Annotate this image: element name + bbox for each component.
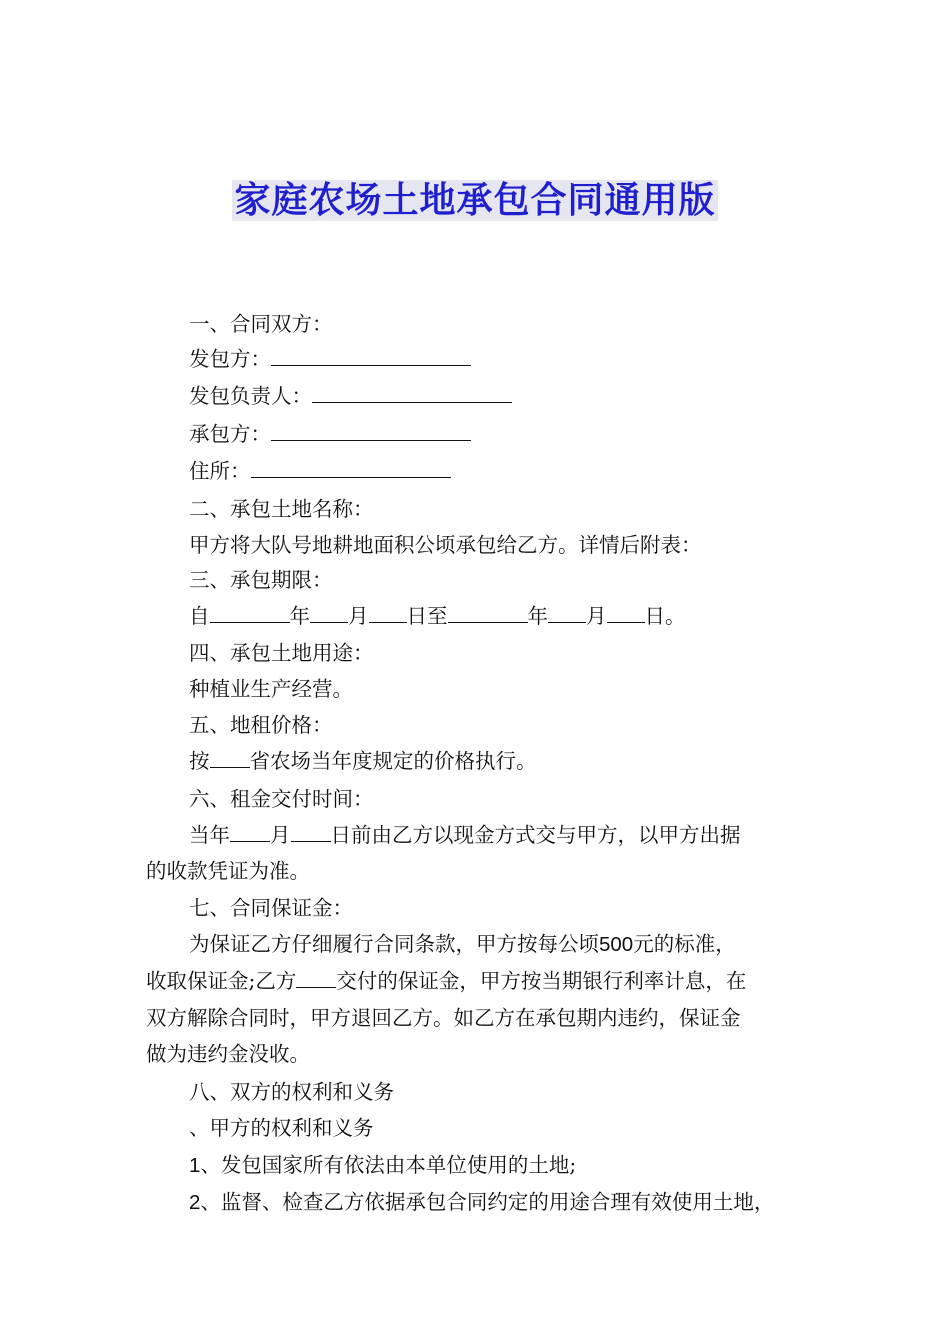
section-1-heading: 一、合同双方： (189, 312, 333, 336)
section-7-line-4: 做为违约金没收。 (146, 1042, 310, 1066)
payment-day-blank (291, 819, 331, 842)
party-a-lead-blank (312, 380, 512, 403)
address-line: 住所： (189, 455, 451, 486)
section-6-line-2: 的收款凭证为准。 (146, 859, 310, 883)
item-1: 1、发包国家所有依法由本单位使用的土地; (189, 1153, 577, 1177)
start-day-blank (369, 600, 407, 623)
section-3-term-line: 自 年 月 日至 年 月 日。 (189, 600, 686, 631)
section-2-heading: 二、承包土地名称： (189, 497, 374, 521)
party-a-line: 发包方： (189, 343, 471, 374)
province-blank (210, 745, 250, 768)
address-blank (251, 455, 451, 478)
party-a-blank (271, 343, 471, 366)
section-6-line-1: 当年 月 日前由乙方以现金方式交与甲方，以甲方出据 (189, 819, 741, 850)
section-4-text: 种植业生产经营。 (189, 677, 353, 701)
start-month-blank (310, 600, 348, 623)
payment-month-blank (230, 819, 270, 842)
section-5-text: 按 省农场当年度规定的价格执行。 (189, 745, 537, 776)
item-2: 2、监督、检查乙方依据承包合同约定的用途合理有效使用土地， (189, 1190, 775, 1214)
end-year-blank (448, 600, 528, 623)
party-a-lead-line: 发包负责人： (189, 380, 512, 411)
section-6-heading: 六、租金交付时间： (189, 787, 374, 811)
section-7-heading: 七、合同保证金： (189, 896, 353, 920)
party-b-line: 承包方： (189, 418, 471, 449)
section-8-subheading: 、甲方的权利和义务 (189, 1116, 374, 1140)
section-7-line-2: 收取保证金;乙方 交付的保证金，甲方按当期银行利率计息，在 (146, 965, 746, 996)
document-title: 家庭农场土地承包合同通用版 (234, 180, 716, 221)
deposit-blank (296, 965, 336, 988)
end-day-blank (607, 600, 645, 623)
section-2-text: 甲方将大队号地耕地面积公顷承包给乙方。详情后附表： (189, 533, 702, 557)
section-3-heading: 三、承包期限： (189, 568, 333, 592)
section-8-heading: 八、双方的权利和义务 (189, 1080, 394, 1104)
section-4-heading: 四、承包土地用途： (189, 641, 374, 665)
start-year-blank (210, 600, 290, 623)
end-month-blank (548, 600, 586, 623)
section-7-line-1: 为保证乙方仔细履行合同条款，甲方按每公顷500元的标准， (189, 932, 736, 956)
section-7-line-3: 双方解除合同时，甲方退回乙方。如乙方在承包期内违约，保证金 (146, 1006, 741, 1030)
section-5-heading: 五、地租价格： (189, 713, 333, 737)
party-b-blank (271, 418, 471, 441)
